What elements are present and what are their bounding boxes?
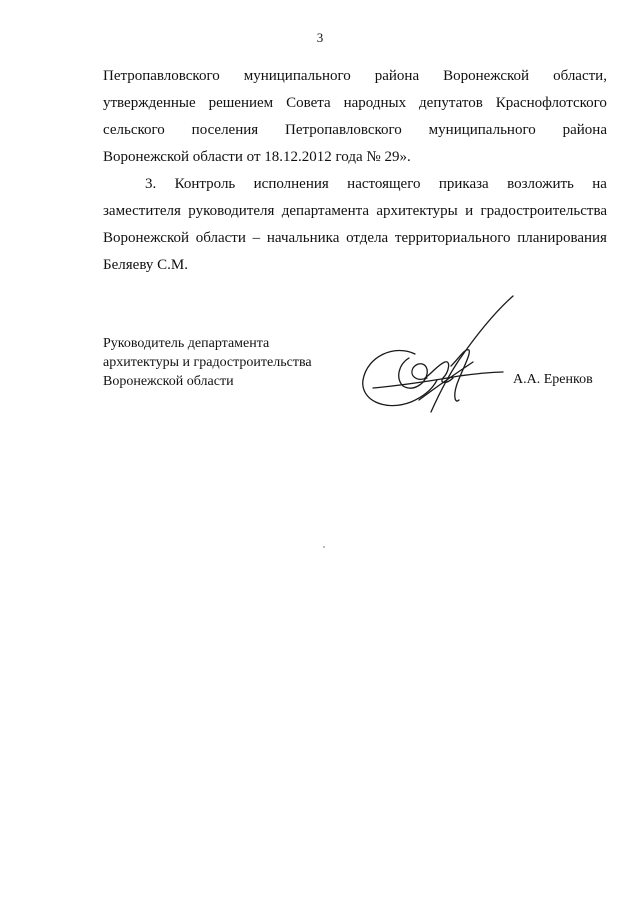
word: 3. [145, 176, 157, 192]
word: муниципального [428, 122, 536, 138]
word: планирования [517, 230, 607, 246]
word: поселения [191, 122, 259, 138]
word: решением [208, 95, 274, 111]
word: и [465, 203, 474, 219]
word: департамента [281, 203, 369, 219]
page-number: 3 [316, 30, 324, 45]
word: области [195, 230, 246, 246]
signature-stroke [431, 296, 513, 412]
word: начальника [266, 230, 340, 246]
word: архитектуры [376, 203, 458, 219]
word: депутатов [419, 95, 483, 111]
word: народных [343, 95, 407, 111]
word: на [592, 176, 607, 192]
position-line: Руководитель департамента [103, 336, 270, 351]
document-body [103, 63, 607, 279]
word: исполнения [253, 176, 329, 192]
scan-speck [323, 546, 325, 548]
word: Воронежской [103, 230, 189, 246]
word: Краснофлотского [495, 95, 607, 111]
word: приказа [438, 176, 489, 192]
word: Совета [286, 95, 331, 111]
word: района [562, 122, 607, 138]
word: Контроль [174, 176, 236, 192]
word: Петропавловского [285, 122, 402, 138]
paragraph2-line4: Беляеву С.М. [103, 257, 188, 273]
word: возложить [507, 176, 574, 192]
paragraph2-line3 [103, 225, 607, 252]
word: утвержденные [103, 95, 196, 111]
paragraph2-line2 [103, 198, 607, 225]
word: настоящего [347, 176, 421, 192]
handwritten-signature [355, 292, 525, 422]
paragraph1-line1 [103, 63, 607, 90]
word: Петропавловского [103, 68, 220, 84]
word: Воронежской [443, 68, 530, 84]
word: области, [553, 68, 607, 84]
position-line: Воронежской области [103, 374, 234, 389]
paragraph1-line4: Воронежской области от 18.12.2012 года № 29». [103, 149, 411, 165]
word: – [252, 230, 261, 246]
word: территориального [394, 230, 511, 246]
signatory-position [103, 334, 312, 391]
word: отдела [346, 230, 389, 246]
paragraph2-line1 [103, 171, 607, 198]
word: муниципального [243, 68, 351, 84]
word: сельского [103, 122, 165, 138]
paragraph1-line2 [103, 90, 607, 117]
paragraph1-line3 [103, 117, 607, 144]
word: района [374, 68, 420, 84]
word: руководителя [188, 203, 275, 219]
signer-name: А.А. Еренков [513, 372, 593, 387]
word: заместителя [103, 203, 181, 219]
position-line: архитектуры и градостроительства [103, 355, 312, 370]
word: градостроительства [480, 203, 607, 219]
